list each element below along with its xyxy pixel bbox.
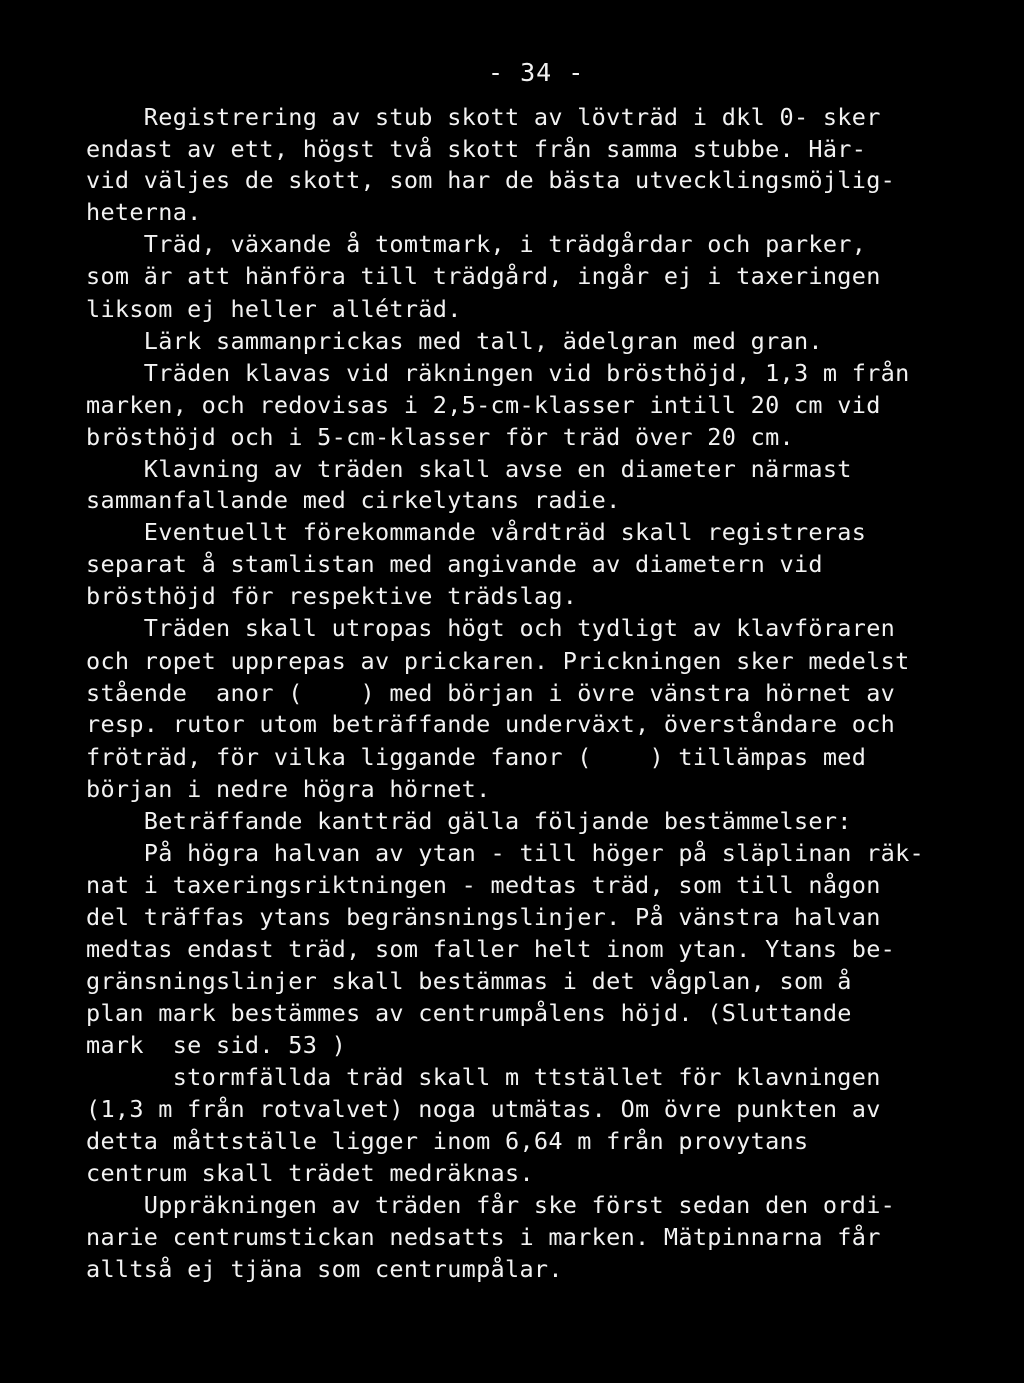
text-line: brösthöjd för respektive trädslag. — [86, 582, 578, 610]
text-line: och ropet upprepas av prickaren. Prickningen sker medelst — [86, 647, 910, 675]
text-line: medtas endast träd, som faller helt inom ytan. Ytans be- — [86, 935, 896, 963]
text-line: heterna. — [86, 198, 202, 226]
text-line: alltså ej tjäna som centrumpålar. — [86, 1255, 563, 1283]
text-line: stående anor ( ) med början i övre vänstra hörnet av — [86, 679, 896, 707]
text-line: plan mark bestämmes av centrumpålens höjd. (Sluttande — [86, 999, 852, 1027]
text-line: separat å stamlistan med angivande av diametern vid — [86, 550, 823, 578]
text-line: gränsningslinjer skall bestämmas i det vågplan, som å — [86, 967, 852, 995]
text-line: centrum skall trädet medräknas. — [86, 1159, 534, 1187]
text-line: detta måttställe ligger inom 6,64 m från provytans — [86, 1127, 809, 1155]
text-line: Träden klavas vid räkningen vid brösthöjd, 1,3 m från — [86, 359, 910, 387]
text-line: vid väljes de skott, som har de bästa utvecklingsmöjlig- — [86, 166, 896, 194]
text-line: Träd, växande å tomtmark, i trädgårdar och parker, — [86, 230, 867, 258]
text-line: marken, och redovisas i 2,5-cm-klasser intill 20 cm vid — [86, 391, 881, 419]
text-line: (1,3 m från rotvalvet) noga utmätas. Om övre punkten av — [86, 1095, 881, 1123]
page-number: - 34 - — [488, 58, 585, 87]
text-line: nat i taxeringsriktningen - medtas träd, som till någon — [86, 871, 881, 899]
text-line: del träffas ytans begränsningslinjer. På vänstra halvan — [86, 903, 881, 931]
text-line: På högra halvan av ytan - till höger på släplinan räk- — [86, 839, 924, 867]
text-line: Träden skall utropas högt och tydligt av klavföraren — [86, 614, 896, 642]
text-line: Registrering av stub skott av lövträd i dkl 0- sker — [86, 103, 881, 131]
text-line: brösthöjd och i 5-cm-klasser för träd över 20 cm. — [86, 423, 794, 451]
text-line: början i nedre högra hörnet. — [86, 775, 491, 803]
text-line: sammanfallande med cirkelytans radie. — [86, 486, 621, 514]
text-line: Uppräkningen av träden får ske först sedan den ordi- — [86, 1191, 896, 1219]
text-line: Eventuellt förekommande vårdträd skall registreras — [86, 518, 867, 546]
text-line: stormfällda träd skall m ttstället för klavningen — [86, 1063, 881, 1091]
text-line: Lärk sammanprickas med tall, ädelgran med gran. — [86, 327, 823, 355]
text-line: Beträffande kantträd gälla följande bestämmelser: — [86, 807, 852, 835]
text-line: Klavning av träden skall avse en diameter närmast — [86, 455, 852, 483]
text-line: endast av ett, högst två skott från samma stubbe. Här- — [86, 135, 867, 163]
text-line: mark se sid. 53 ) — [86, 1031, 347, 1059]
text-line: liksom ej heller alléträd. — [86, 295, 462, 323]
text-line: som är att hänföra till trädgård, ingår ej i taxeringen — [86, 262, 881, 290]
text-line: resp. rutor utom beträffande underväxt, överståndare och — [86, 710, 896, 738]
text-line: fröträd, för vilka liggande fanor ( ) tillämpas med — [86, 743, 867, 771]
text-line: narie centrumstickan nedsatts i marken. Mätpinnarna får — [86, 1223, 881, 1251]
